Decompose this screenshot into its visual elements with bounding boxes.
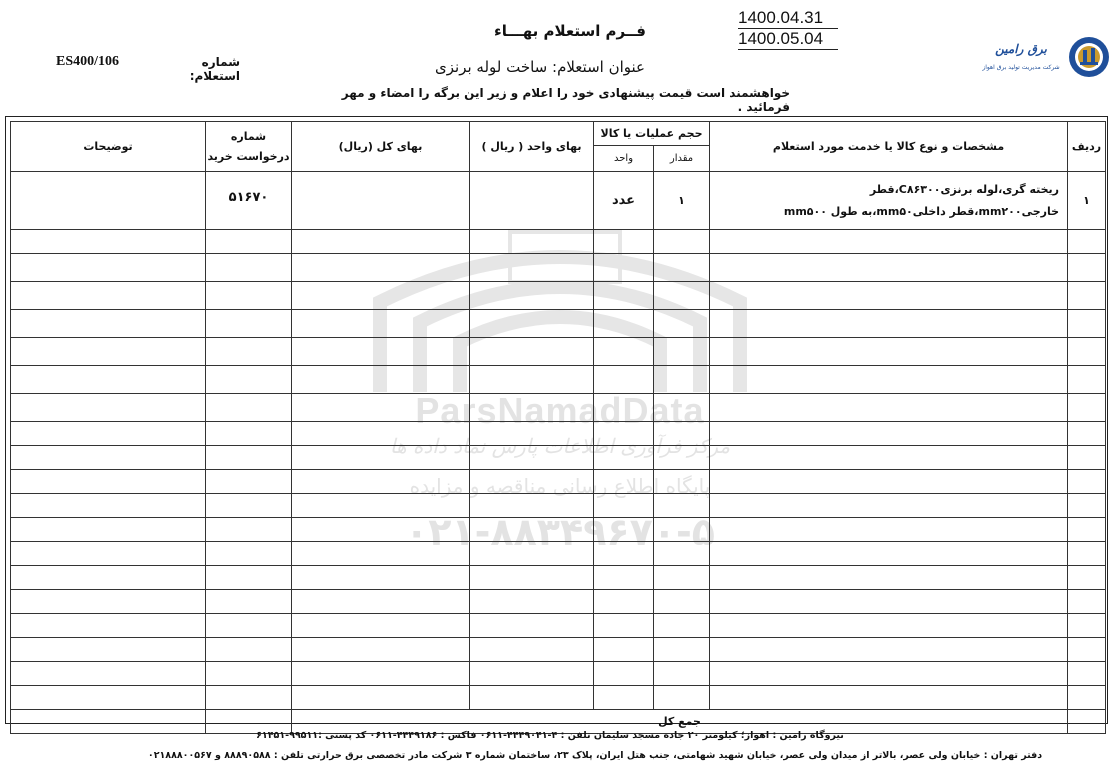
empty-cell [11, 590, 206, 614]
empty-row [11, 470, 1106, 494]
empty-cell [594, 590, 654, 614]
empty-cell [1068, 310, 1106, 338]
header-total-price: بهای کل (ریال) [292, 122, 470, 172]
header-row-number: ردیف [1068, 122, 1106, 172]
empty-cell [1068, 338, 1106, 366]
cell-notes [11, 172, 206, 230]
empty-cell [470, 638, 594, 662]
empty-cell [292, 662, 470, 686]
empty-cell [654, 310, 710, 338]
empty-cell [292, 254, 470, 282]
empty-cell [594, 282, 654, 310]
empty-cell [11, 394, 206, 422]
empty-cell [710, 310, 1068, 338]
empty-cell [206, 254, 292, 282]
cell-spec-line-2: خارجیmm۲۰۰،قطر داخلیmm۵۰،به طول mm۵۰۰ [783, 204, 1060, 218]
empty-cell [11, 338, 206, 366]
empty-cell [470, 686, 594, 710]
empty-cell [1068, 366, 1106, 394]
cell-spec [710, 172, 1068, 230]
empty-row [11, 638, 1106, 662]
empty-cell [470, 494, 594, 518]
empty-row [11, 686, 1106, 710]
inquiry-table [10, 121, 1106, 734]
empty-cell [710, 566, 1068, 590]
empty-cell [470, 542, 594, 566]
empty-cell [1068, 518, 1106, 542]
footer-tehran-office: دفتر تهران : خیابان ولی عصر، بالاتر از میدان ولی عصر، خیابان شهید شهامتی، جنب هتل ایران، پلاک ۲۳، ساختمان شماره ۳ شرکت مادر تخصصی برق حرارتی تلفن : ۸۸۸۹۰۵۸۸ و ۰۲۱۸۸۸۰۰۵۶۷ [147, 750, 1043, 761]
empty-cell [1068, 282, 1106, 310]
empty-cell [470, 310, 594, 338]
header-spec: مشخصات و نوع کالا یا خدمت مورد استعلام [710, 122, 1068, 172]
empty-cell [206, 338, 292, 366]
empty-cell [710, 446, 1068, 470]
empty-row [11, 230, 1106, 254]
empty-row [11, 338, 1106, 366]
empty-cell [470, 662, 594, 686]
empty-cell [470, 590, 594, 614]
footer-plant-address: نیروگاه رامین : اهواز؛ کیلومتر ۲۰ جاده مسجد سلیمان تلفن : ۴-۴۴۴۹۰۴۱-۰۶۱۱ فاکس : ۴۴۴۹۱۸۶-۰۶۱۱ کد پستی :۹۹۵۱۱-۶۱۴۵۱ [256, 730, 844, 741]
blank-rows [11, 230, 1106, 710]
total-label: جمع کل [292, 710, 1068, 734]
inquiry-dates [738, 8, 838, 50]
empty-cell [594, 310, 654, 338]
empty-cell [11, 310, 206, 338]
empty-cell [292, 366, 470, 394]
empty-cell [710, 614, 1068, 638]
empty-cell [1068, 394, 1106, 422]
empty-cell [206, 422, 292, 446]
power-plant-emblem-icon [1068, 36, 1110, 78]
empty-cell [11, 282, 206, 310]
empty-cell [11, 518, 206, 542]
ref-number: ES400/106 [56, 54, 120, 69]
empty-cell [292, 470, 470, 494]
empty-cell [206, 230, 292, 254]
empty-cell [710, 230, 1068, 254]
empty-cell [1068, 542, 1106, 566]
empty-cell [292, 422, 470, 446]
empty-cell [1068, 494, 1106, 518]
empty-cell [292, 518, 470, 542]
empty-cell [11, 494, 206, 518]
empty-cell [470, 470, 594, 494]
table-row [11, 172, 1106, 230]
empty-cell [594, 638, 654, 662]
cell-row-number: ۱ [1068, 172, 1106, 230]
empty-cell [292, 614, 470, 638]
empty-cell [470, 614, 594, 638]
empty-cell [470, 230, 594, 254]
empty-cell [654, 494, 710, 518]
empty-cell [710, 518, 1068, 542]
empty-cell [1068, 254, 1106, 282]
header-purchase-request: شماره درخواست خرید [206, 122, 292, 172]
empty-cell [206, 282, 292, 310]
cell-spec-line-1: ریخته گری،لوله برنزیC۸۶۳۰۰،قطر [869, 182, 1060, 196]
date-end: 1400.05.04 [738, 29, 838, 50]
empty-cell [11, 566, 206, 590]
empty-cell [206, 446, 292, 470]
empty-cell [292, 542, 470, 566]
empty-cell [292, 230, 470, 254]
empty-row [11, 282, 1106, 310]
logo-subtitle: شرکت مدیریت تولید برق اهواز [982, 64, 1060, 71]
empty-cell [594, 662, 654, 686]
empty-cell [654, 254, 710, 282]
empty-cell [594, 366, 654, 394]
empty-cell [654, 542, 710, 566]
empty-row [11, 394, 1106, 422]
empty-cell [594, 422, 654, 446]
empty-cell [594, 254, 654, 282]
empty-cell [710, 638, 1068, 662]
empty-cell [470, 518, 594, 542]
empty-cell [292, 282, 470, 310]
empty-cell [710, 686, 1068, 710]
header-unit: واحد [594, 146, 654, 172]
empty-cell [710, 470, 1068, 494]
empty-row [11, 366, 1106, 394]
logo-name: برق رامین [995, 42, 1047, 56]
empty-cell [292, 338, 470, 366]
empty-cell [206, 494, 292, 518]
empty-row [11, 254, 1106, 282]
empty-cell [654, 638, 710, 662]
date-start: 1400.04.31 [738, 8, 838, 29]
empty-cell [206, 638, 292, 662]
empty-cell [710, 394, 1068, 422]
empty-cell [654, 394, 710, 422]
empty-cell [594, 494, 654, 518]
cell-quantity: ۱ [654, 172, 710, 230]
empty-row [11, 662, 1106, 686]
empty-cell [292, 638, 470, 662]
form-title: فــرم استعلام بهـــاء [494, 22, 646, 40]
empty-cell [11, 254, 206, 282]
empty-cell [292, 494, 470, 518]
empty-cell [292, 566, 470, 590]
empty-cell [1068, 614, 1106, 638]
empty-cell [206, 542, 292, 566]
empty-cell [292, 310, 470, 338]
empty-cell [654, 566, 710, 590]
empty-row [11, 310, 1106, 338]
empty-cell [710, 254, 1068, 282]
empty-cell [470, 366, 594, 394]
empty-row [11, 542, 1106, 566]
empty-cell [206, 614, 292, 638]
empty-cell [654, 590, 710, 614]
empty-row [11, 446, 1106, 470]
empty-cell [470, 446, 594, 470]
empty-cell [594, 614, 654, 638]
empty-cell [654, 366, 710, 394]
empty-cell [11, 542, 206, 566]
empty-row [11, 518, 1106, 542]
cell-purchase-request: ۵۱۶۷۰ [206, 172, 292, 230]
empty-cell [654, 470, 710, 494]
empty-cell [594, 338, 654, 366]
empty-cell [206, 310, 292, 338]
empty-cell [206, 662, 292, 686]
empty-cell [206, 566, 292, 590]
empty-row [11, 422, 1106, 446]
empty-cell [594, 566, 654, 590]
header-notes: توضیحات [11, 122, 206, 172]
empty-cell [654, 518, 710, 542]
empty-cell [206, 394, 292, 422]
empty-cell [654, 686, 710, 710]
empty-cell [594, 542, 654, 566]
empty-cell [11, 422, 206, 446]
total-notes [11, 710, 206, 734]
empty-cell [1068, 566, 1106, 590]
empty-cell [11, 230, 206, 254]
empty-cell [11, 366, 206, 394]
header-unit-price: بهای واحد ( ریال ) [470, 122, 594, 172]
watermark-line-1: مرکز فرآوری اطلاعات پارس نماد داده ها [389, 434, 731, 458]
empty-cell [206, 470, 292, 494]
empty-cell [710, 494, 1068, 518]
empty-cell [654, 230, 710, 254]
empty-row [11, 494, 1106, 518]
empty-cell [594, 446, 654, 470]
empty-cell [654, 662, 710, 686]
empty-cell [470, 422, 594, 446]
empty-cell [654, 614, 710, 638]
empty-cell [292, 394, 470, 422]
empty-cell [11, 686, 206, 710]
empty-cell [470, 338, 594, 366]
empty-cell [654, 446, 710, 470]
empty-row [11, 590, 1106, 614]
empty-cell [11, 662, 206, 686]
empty-cell [710, 282, 1068, 310]
request-text: خواهشمند است قیمت پیشنهادی خود را اعلام و زیر این برگه را امضاء و مهر فرمائید . [341, 86, 790, 114]
cell-unit: عدد [594, 172, 654, 230]
empty-cell [594, 230, 654, 254]
empty-cell [11, 638, 206, 662]
empty-cell [206, 366, 292, 394]
empty-cell [11, 446, 206, 470]
empty-cell [1068, 686, 1106, 710]
empty-cell [470, 282, 594, 310]
company-logo [975, 36, 1110, 82]
empty-cell [710, 338, 1068, 366]
empty-cell [470, 394, 594, 422]
empty-cell [594, 470, 654, 494]
empty-cell [594, 518, 654, 542]
empty-cell [654, 422, 710, 446]
table-header-row [11, 122, 1106, 146]
empty-cell [594, 394, 654, 422]
watermark-brand: ParsNamadData [415, 390, 705, 431]
empty-cell [11, 614, 206, 638]
empty-cell [710, 662, 1068, 686]
empty-cell [1068, 590, 1106, 614]
empty-cell [710, 590, 1068, 614]
empty-cell [470, 566, 594, 590]
empty-cell [654, 338, 710, 366]
inquiry-subject: عنوان استعلام: ساخت لوله برنزی [435, 58, 645, 76]
empty-cell [470, 254, 594, 282]
ref-number-label: شماره استعلام: [189, 55, 240, 83]
empty-row [11, 614, 1106, 638]
empty-cell [292, 590, 470, 614]
empty-cell [654, 282, 710, 310]
empty-cell [206, 686, 292, 710]
header-quantity: مقدار [654, 146, 710, 172]
cell-total-price [292, 172, 470, 230]
empty-cell [292, 446, 470, 470]
empty-cell [1068, 662, 1106, 686]
empty-cell [206, 590, 292, 614]
empty-cell [206, 518, 292, 542]
watermark-phone: ۰۲۱-۸۸۳۴۹۶۷۰-۵ [405, 510, 715, 554]
empty-cell [710, 422, 1068, 446]
empty-row [11, 566, 1106, 590]
empty-cell [710, 542, 1068, 566]
cell-unit-price [470, 172, 594, 230]
empty-cell [1068, 230, 1106, 254]
empty-cell [1068, 470, 1106, 494]
empty-cell [1068, 638, 1106, 662]
empty-cell [710, 366, 1068, 394]
empty-cell [1068, 422, 1106, 446]
watermark-line-2: پایگاه اطلاع رسانی مناقصه و مزایده [409, 474, 711, 498]
empty-cell [292, 686, 470, 710]
header-volume: حجم عملیات یا کالا [594, 122, 710, 146]
empty-cell [594, 686, 654, 710]
empty-cell [1068, 446, 1106, 470]
empty-cell [11, 470, 206, 494]
